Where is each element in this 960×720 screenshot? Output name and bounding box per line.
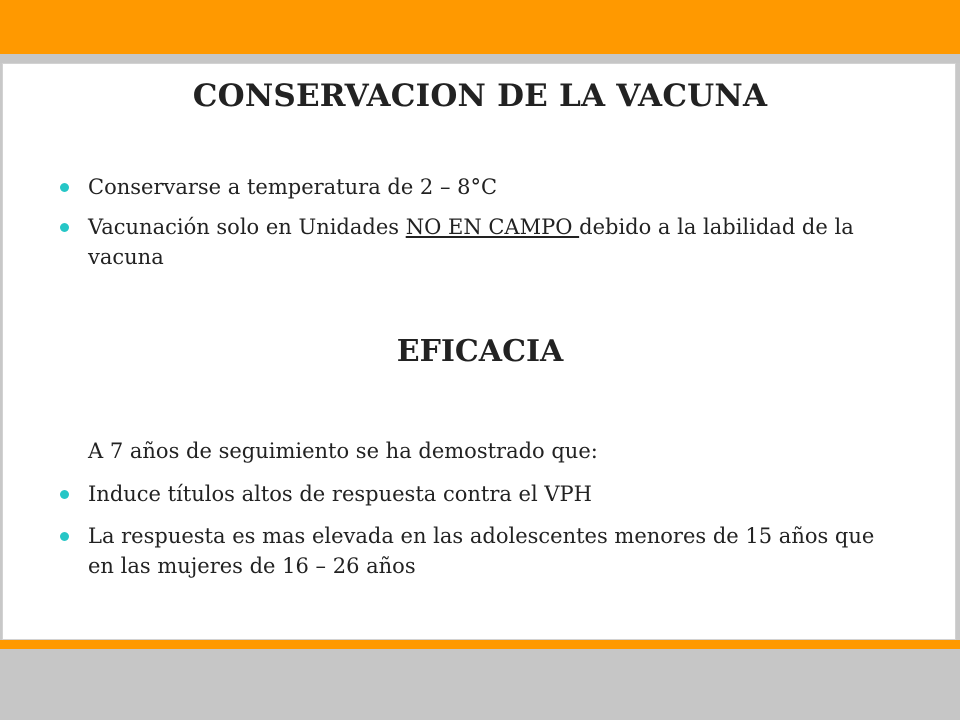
section-title-eficacia: EFICACIA [396, 334, 564, 369]
bullet-item [56, 172, 896, 202]
bullet-dot-icon [60, 490, 69, 499]
bullet-item [56, 212, 896, 272]
bullet-text: Conservarse a temperatura de 2 – 8°C [88, 175, 498, 199]
bullet-item [56, 521, 896, 581]
bullet-text-pre: Vacunación solo en Unidades [88, 215, 406, 239]
bullet-dot-icon [60, 223, 69, 232]
eficacia-bullet-list [56, 479, 896, 581]
bullet-dot-icon [60, 183, 69, 192]
section-title-conservacion: CONSERVACION DE LA VACUNA [192, 78, 768, 114]
bullet-text-post: debido a la labilidad de la vacuna [88, 215, 854, 269]
bullet-text-underlined: NO EN CAMPO [405, 215, 580, 239]
bullet-dot-icon [60, 532, 69, 541]
bullet-text: La respuesta es mas elevada en las adolescentes menores de 15 años que en las mujeres de 16 – 26 años [88, 524, 875, 578]
bottom-accent-strip [0, 640, 960, 649]
bottom-gray-bar [0, 649, 960, 720]
bullet-text: Induce títulos altos de respuesta contra el VPH [88, 482, 592, 506]
top-accent-bar [0, 0, 960, 54]
conservacion-bullet-list [56, 172, 896, 272]
bullet-item [56, 479, 896, 509]
eficacia-intro: A 7 años de seguimiento se ha demostrado que: [88, 439, 598, 463]
top-gray-strip [0, 54, 960, 63]
